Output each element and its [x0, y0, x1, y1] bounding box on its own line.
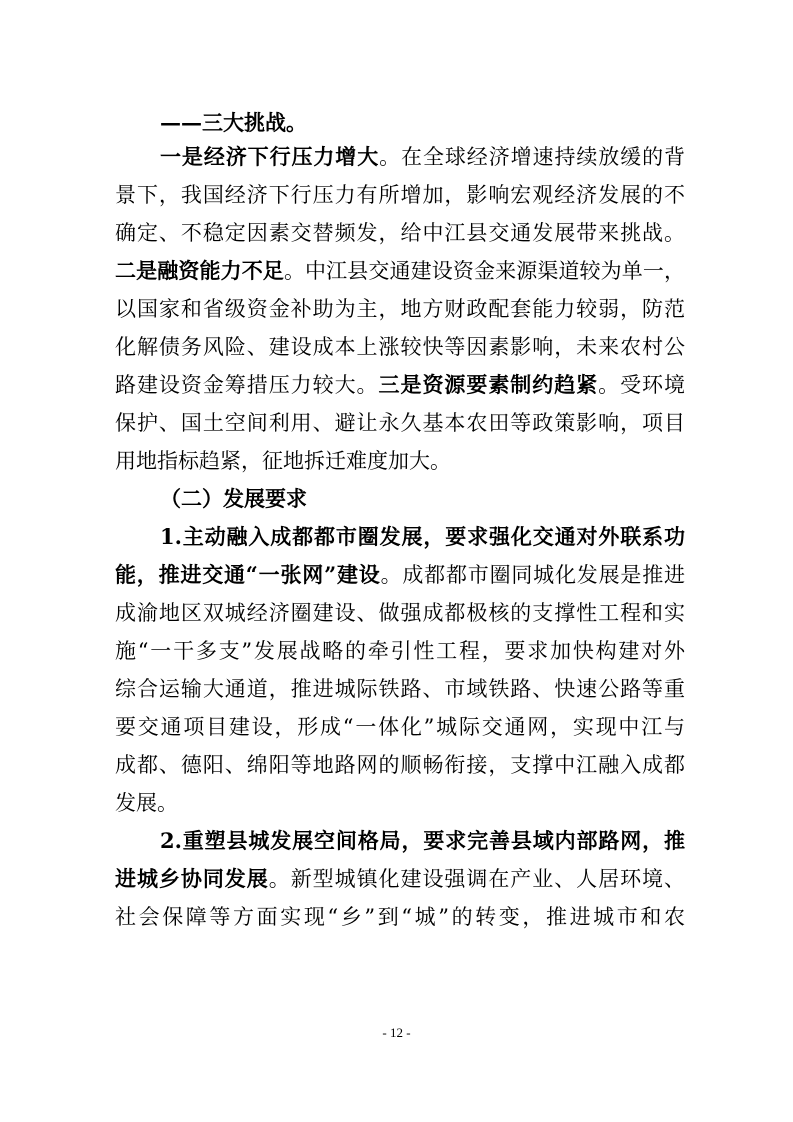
- text-span: 路建设资金筹措压力较大。: [115, 373, 379, 397]
- section-heading: （二）发展要求: [160, 486, 307, 511]
- text-span: 。中江县交通建设资金来源渠道较为单一，: [283, 259, 685, 283]
- paragraph-line: 以国家和省级资金补助为主，地方财政配套能力较弱，防范: [115, 297, 685, 321]
- paragraph-line: 发展。: [115, 791, 178, 815]
- paragraph-line: 景下，我国经济下行压力有所增加，影响宏观经济发展的不: [115, 183, 685, 207]
- paragraph-line: 综合运输大通道，推进城际铁路、市域铁路、快速公路等重: [115, 677, 685, 701]
- paragraph-line: 施“一干多支”发展战略的牵引性工程，要求加快构建对外: [115, 639, 685, 663]
- paragraph-line: [115, 864, 685, 894]
- requirement-two-title-cont: 进城乡协同发展: [115, 866, 269, 891]
- paragraph-line: 保护、国土空间利用、避让永久基本农田等政策影响，项目: [115, 411, 685, 435]
- paragraph-line: 用地指标趋紧，征地拆迁难度加大。: [115, 449, 451, 473]
- challenge-two-title: 二是融资能力不足: [115, 258, 284, 283]
- paragraph-line: 成都、德阳、绵阳等地路网的顺畅衔接，支撑中江融入成都: [115, 753, 685, 777]
- text-span: 。新型城镇化建设强调在产业、人居环境、: [268, 867, 685, 891]
- requirement-one-title: 1.主动融入成都都市圈发展，要求强化交通对外联系功: [160, 524, 685, 549]
- challenge-three-title: 三是资源要素制约趋紧: [378, 372, 599, 397]
- text-span: 。受环境: [598, 373, 685, 397]
- paragraph-line: [115, 560, 685, 590]
- paragraph-line: 社会保障等方面实现“乡”到“城”的转变，推进城市和农: [115, 905, 685, 929]
- challenge-one-title: 一是经济下行压力增大: [160, 144, 380, 169]
- paragraph-line: [160, 142, 685, 172]
- text-span: 。在全球经济增速持续放缓的背: [379, 145, 685, 169]
- paragraph-line: 化解债务风险、建设成本上涨较快等因素影响，未来农村公: [115, 335, 685, 359]
- paragraph-line: [115, 256, 685, 286]
- requirement-one-title-cont: 能，推进交通“一张网”建设: [115, 562, 381, 587]
- challenges-heading: ——三大挑战。: [160, 110, 307, 135]
- paragraph-line: 确定、不稳定因素交替频发，给中江县交通发展带来挑战。: [115, 221, 685, 245]
- page-number: - 12 -: [382, 1025, 411, 1040]
- paragraph-line: 成渝地区双城经济圈建设、做强成都极核的支撑性工程和实: [115, 601, 685, 625]
- paragraph-line: [115, 370, 685, 400]
- paragraph-line: 要交通项目建设，形成“一体化”城际交通网，实现中江与: [115, 715, 685, 739]
- requirement-two-title: 2.重塑县城发展空间格局，要求完善县域内部路网，推: [160, 828, 685, 853]
- text-span: 。成都都市圈同城化发展是推进: [380, 563, 685, 587]
